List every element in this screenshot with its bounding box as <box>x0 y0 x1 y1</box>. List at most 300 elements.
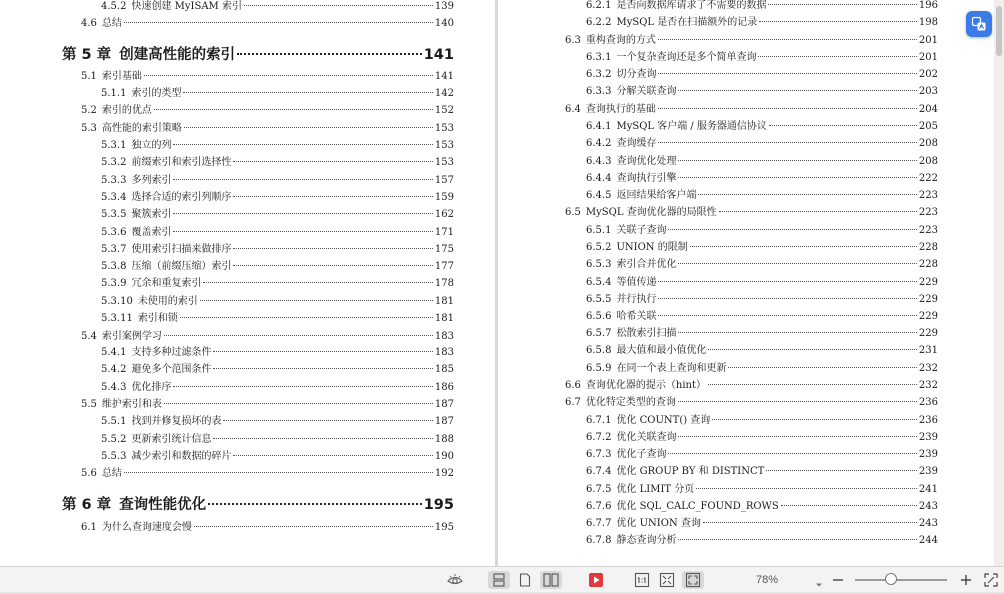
dot-leader <box>678 401 917 402</box>
toc-entry[interactable] <box>101 260 454 274</box>
toc-entry-page-number: 236 <box>918 415 938 426</box>
toc-entry[interactable] <box>586 448 938 462</box>
dot-leader <box>213 438 432 439</box>
toc-entry-page-number: 223 <box>918 207 938 218</box>
toc-entry-page-number: 229 <box>918 328 938 339</box>
toc-entry[interactable] <box>586 155 938 169</box>
toc-entry-number: 5.3.9 <box>101 278 127 289</box>
scrollbar-thumb[interactable] <box>996 6 1002 56</box>
toc-entry[interactable] <box>586 241 938 255</box>
dot-leader <box>180 317 433 318</box>
toc-entry-page-number: 223 <box>918 190 938 201</box>
toc-entry-title: 一个复杂查询还是多个简单查询 <box>616 52 757 63</box>
toc-entry-title: 索引和锁 <box>137 313 178 324</box>
toc-entry-title: 优化排序 <box>131 382 172 393</box>
toc-entry-page-number: 183 <box>434 331 454 342</box>
dot-leader <box>712 419 917 420</box>
single-page-button[interactable] <box>515 571 535 589</box>
toc-entry-title: 索引案例学习 <box>101 331 162 342</box>
toc-entry-page-number: 195 <box>423 497 454 513</box>
toc-entry-number: 6.5.9 <box>586 363 612 374</box>
toc-entry-title: 支持多种过滤条件 <box>131 347 212 358</box>
bottom-toolbar <box>0 566 1004 592</box>
dot-leader <box>223 420 432 421</box>
dot-leader <box>124 472 433 473</box>
toc-entry-title: 优化 SQL_CALC_FOUND_ROWS <box>616 501 779 512</box>
toc-entry-number: 6.4.3 <box>586 156 612 167</box>
dot-leader <box>244 5 433 6</box>
toc-entry-number: 5.4.3 <box>101 382 127 393</box>
fit-width-icon <box>659 572 675 588</box>
toc-entry[interactable] <box>586 276 938 290</box>
zoom-dropdown[interactable] <box>814 575 824 585</box>
toc-entry[interactable] <box>586 120 938 134</box>
toc-entry[interactable] <box>586 51 938 65</box>
toc-entry-number: 6.7.7 <box>586 518 612 529</box>
toc-entry[interactable] <box>101 381 454 395</box>
toc-entry-title: 查询优化处理 <box>616 156 677 167</box>
toc-entry-number: 5.5 <box>81 399 97 410</box>
toc-entry-number: 5.2 <box>81 105 97 116</box>
toc-entry-page-number: 175 <box>434 244 454 255</box>
toc-entry-number: 6.3.3 <box>586 86 612 97</box>
toc-entry[interactable] <box>586 0 938 13</box>
toc-entry[interactable] <box>101 295 454 309</box>
toc-entry-number: 6.7.3 <box>586 449 612 460</box>
toc-entry-number: 6.5 <box>565 207 581 218</box>
toc-entry[interactable] <box>101 87 454 101</box>
toc-entry-title: 松散索引扫描 <box>616 328 677 339</box>
dot-leader <box>144 75 433 76</box>
toc-entry[interactable] <box>81 122 454 136</box>
toc-entry[interactable] <box>586 483 938 497</box>
toc-entry[interactable] <box>565 396 938 410</box>
toc-entry-title: 优化 GROUP BY 和 DISTINCT <box>616 466 765 477</box>
toc-entry-title: 优化 COUNT() 查询 <box>616 415 711 426</box>
toc-entry-page-number: 153 <box>434 123 454 134</box>
toc-entry[interactable] <box>586 362 938 376</box>
toc-entry[interactable] <box>81 521 454 535</box>
toc-entry[interactable] <box>101 346 454 360</box>
toc-entry-page-number: 228 <box>918 242 938 253</box>
dot-leader <box>124 22 433 23</box>
fit-page-button[interactable] <box>682 571 704 589</box>
toc-entry-page-number: 153 <box>434 157 454 168</box>
toc-entry-page-number: 231 <box>918 345 938 356</box>
dot-leader <box>668 229 916 230</box>
translate-icon <box>971 16 987 32</box>
toc-entry-page-number: 201 <box>918 35 938 46</box>
dot-leader <box>678 332 916 333</box>
dot-leader <box>194 526 433 527</box>
toc-entry-page-number: 187 <box>434 399 454 410</box>
toc-entry-number: 6.5.5 <box>586 294 612 305</box>
dot-leader <box>678 263 916 264</box>
toc-entry-page-number: 241 <box>918 484 938 495</box>
dot-leader <box>658 281 916 282</box>
toc-entry-page-number: 162 <box>434 209 454 220</box>
toc-entry[interactable] <box>81 104 454 118</box>
ai-assistant-button[interactable] <box>966 11 992 37</box>
toc-entry-title: 维护索引和表 <box>101 399 162 410</box>
toc-entry[interactable] <box>586 224 938 238</box>
toc-entry-number: 5.4 <box>81 331 97 342</box>
toc-entry-page-number: 229 <box>918 311 938 322</box>
toc-entry-page-number: 244 <box>918 535 938 546</box>
toc-entry-page-number: 223 <box>918 225 938 236</box>
toc-entry-number: 5.3.2 <box>101 157 127 168</box>
toc-entry-number: 6.5.8 <box>586 345 612 356</box>
toc-entry-page-number: 157 <box>434 175 454 186</box>
toc-entry-title: 索引基础 <box>101 71 142 82</box>
toc-entry-page-number: 171 <box>434 227 454 238</box>
toc-entry-title: 查询优化器的提示（hint） <box>585 380 707 391</box>
dot-leader <box>154 109 433 110</box>
toc-entry-title: 优化 LIMIT 分页 <box>616 484 695 495</box>
toc-entry[interactable] <box>586 310 938 324</box>
dot-leader <box>233 265 432 266</box>
dot-leader <box>233 455 432 456</box>
toc-entry-title: 聚簇索引 <box>131 209 172 220</box>
dot-leader <box>184 127 433 128</box>
toc-entry[interactable] <box>586 172 938 186</box>
toc-entry-page-number: 243 <box>918 518 938 529</box>
toc-entry[interactable] <box>586 344 938 358</box>
toc-entry-title: 在同一个表上查询和更新 <box>616 363 727 374</box>
toc-entry-number: 6.2.1 <box>586 0 612 11</box>
toc-entry-number: 5.1.1 <box>101 88 127 99</box>
toc-entry-number: 5.5.3 <box>101 451 127 462</box>
toc-entry-number: 6.4.4 <box>586 173 612 184</box>
toc-entry-number: 5.5.2 <box>101 434 127 445</box>
toc-entry-number: 5.3.3 <box>101 175 127 186</box>
toc-entry-title: 高性能的索引策略 <box>101 123 182 134</box>
toc-entry-title: 静态查询分析 <box>616 535 677 546</box>
vertical-scrollbar[interactable] <box>994 0 1004 566</box>
toc-entry[interactable] <box>101 312 454 326</box>
toc-entry-page-number: 152 <box>434 105 454 116</box>
toc-entry-number: 第 6 章 <box>62 497 112 513</box>
toc-entry-number: 5.3.5 <box>101 209 127 220</box>
dot-leader <box>719 211 917 212</box>
toc-entry-title: 最大值和最小值优化 <box>616 345 707 356</box>
toc-entry-number: 5.4.2 <box>101 364 127 375</box>
toc-entry-page-number: 204 <box>918 104 938 115</box>
toc-entry-title: 返回结果给客户端 <box>616 190 697 201</box>
toc-entry-number: 5.3.8 <box>101 261 127 272</box>
toc-entry-title: MySQL 是否在扫描额外的记录 <box>616 17 758 28</box>
toc-entry[interactable] <box>586 293 938 307</box>
minus-icon <box>832 574 844 586</box>
toc-entry-number: 6.3.2 <box>586 69 612 80</box>
toc-entry[interactable] <box>101 191 454 205</box>
toc-entry[interactable] <box>586 85 938 99</box>
dot-leader <box>658 39 917 40</box>
toc-entry[interactable] <box>101 277 454 291</box>
dot-leader <box>766 470 917 471</box>
toc-entry-number: 5.6 <box>81 468 97 479</box>
dot-leader <box>658 298 916 299</box>
toc-entry[interactable] <box>565 34 938 48</box>
play-icon <box>588 572 604 588</box>
double-page-icon <box>543 573 559 587</box>
dot-leader <box>164 403 433 404</box>
toc-entry-title: 优化关联查询 <box>616 432 677 443</box>
toc-entry-number: 6.5.3 <box>586 259 612 270</box>
toc-entry-number: 6.4.1 <box>586 121 612 132</box>
eye-protection-button[interactable] <box>445 571 465 589</box>
toc-entry-number: 6.5.2 <box>586 242 612 253</box>
actual-size-button[interactable] <box>632 571 652 589</box>
toc-entry-page-number: 181 <box>434 296 454 307</box>
dot-leader <box>173 231 432 232</box>
toc-entry-page-number: 183 <box>434 347 454 358</box>
toc-entry-title: 减少索引和数据的碎片 <box>131 451 232 462</box>
toc-entry-title: 多列索引 <box>131 175 172 186</box>
toc-entry-number: 6.3.1 <box>586 52 612 63</box>
toc-entry-number: 6.5.4 <box>586 277 612 288</box>
dot-leader <box>769 125 917 126</box>
double-page-button[interactable] <box>540 571 562 589</box>
dot-leader <box>658 73 916 74</box>
zoom-level[interactable]: 78% <box>755 574 779 586</box>
eye-icon <box>447 573 463 587</box>
dot-leader <box>698 194 916 195</box>
toc-entry[interactable] <box>81 70 454 84</box>
toc-entry[interactable] <box>101 174 454 188</box>
toc-entry-page-number: 222 <box>918 173 938 184</box>
toc-entry[interactable] <box>81 17 454 31</box>
toc-entry-number: 6.4.2 <box>586 138 612 149</box>
toc-entry-page-number: 232 <box>918 363 938 374</box>
actual-size-icon <box>634 572 650 588</box>
toc-entry-title: 选择合适的索引列顺序 <box>131 192 232 203</box>
toc-entry-title: 覆盖索引 <box>131 227 172 238</box>
toc-entry-title: 查询缓存 <box>616 138 657 149</box>
zoom-out-button[interactable] <box>830 571 846 589</box>
toc-entry[interactable] <box>586 500 938 514</box>
toc-entry-title: 为什么查询速度会慢 <box>101 522 192 533</box>
dot-leader <box>703 522 917 523</box>
dot-leader <box>678 539 916 540</box>
dot-leader <box>728 367 916 368</box>
toc-entry-page-number: 196 <box>918 0 938 11</box>
toc-chapter-entry[interactable] <box>62 495 454 515</box>
dot-leader <box>708 384 917 385</box>
toc-entry-number: 5.3.4 <box>101 192 127 203</box>
continuous-page-icon <box>493 573 505 587</box>
toc-entry-title: 索引的优点 <box>101 105 152 116</box>
zoom-in-button[interactable] <box>958 571 974 589</box>
toc-entry-number: 6.2.2 <box>586 17 612 28</box>
toc-entry[interactable] <box>586 16 938 30</box>
toc-entry-page-number: 187 <box>434 416 454 427</box>
toc-entry-title: 总结 <box>101 468 122 479</box>
toc-entry-title: 优化子查询 <box>616 449 667 460</box>
toc-entry-title: 使用索引扫描来做排序 <box>131 244 232 255</box>
toc-entry-title: 切分查询 <box>616 69 657 80</box>
toc-entry-page-number: 141 <box>423 47 454 63</box>
toc-entry-page-number: 190 <box>434 451 454 462</box>
toc-entry[interactable] <box>586 414 938 428</box>
toc-entry-title: 关联子查询 <box>616 225 667 236</box>
toc-entry-number: 4.5.2 <box>101 1 127 12</box>
toc-entry[interactable] <box>586 189 938 203</box>
toc-entry-page-number: 203 <box>918 86 938 97</box>
toc-entry-page-number: 201 <box>918 52 938 63</box>
toc-entry[interactable] <box>565 206 938 220</box>
dot-leader <box>668 453 916 454</box>
toc-entry-page-number: 141 <box>434 71 454 82</box>
toc-entry-title: 更新索引统计信息 <box>131 434 212 445</box>
fit-page-icon <box>685 572 701 588</box>
toc-entry-title: UNION 的限制 <box>616 242 688 253</box>
dot-leader <box>213 351 432 352</box>
toc-entry-title: 是否向数据库请求了不需要的数据 <box>616 0 767 11</box>
toc-entry-page-number: 192 <box>434 468 454 479</box>
toc-entry-number: 6.4 <box>565 104 581 115</box>
toc-entry-number: 5.3 <box>81 123 97 134</box>
dot-leader <box>781 505 917 506</box>
toc-entry-page-number: 139 <box>434 1 454 12</box>
toc-entry-title: 避免多个范围条件 <box>131 364 212 375</box>
dot-leader <box>690 246 917 247</box>
dot-leader <box>678 177 916 178</box>
toc-entry-title: 快速创建 MyISAM 索引 <box>131 1 242 12</box>
toc-entry-title: 分解关联查询 <box>616 86 677 97</box>
toc-entry[interactable] <box>81 467 454 481</box>
toc-entry-number: 5.3.6 <box>101 227 127 238</box>
toc-entry[interactable] <box>586 258 938 272</box>
toc-entry-number: 6.7.8 <box>586 535 612 546</box>
toc-entry-page-number: 198 <box>918 17 938 28</box>
toc-entry[interactable] <box>101 156 454 170</box>
toc-entry-number: 5.4.1 <box>101 347 127 358</box>
fullscreen-button[interactable] <box>982 571 1000 589</box>
toc-entry-title: 压缩（前缀压缩）索引 <box>131 261 232 272</box>
toc-entry-title: 前缀索引和索引选择性 <box>131 157 232 168</box>
toc-entry-title: 并行执行 <box>616 294 657 305</box>
toc-entry-number: 6.5.6 <box>586 311 612 322</box>
toc-entry-title: 找到并修复损坏的表 <box>131 416 222 427</box>
toc-entry[interactable] <box>101 226 454 240</box>
toc-entry-number: 5.3.7 <box>101 244 127 255</box>
dot-leader <box>658 142 916 143</box>
toc-entry[interactable] <box>565 103 938 117</box>
continuous-page-button[interactable] <box>488 571 510 589</box>
zoom-slider-track[interactable] <box>855 579 947 581</box>
toc-entry-page-number: 178 <box>434 278 454 289</box>
toc-entry[interactable] <box>586 465 938 479</box>
toc-entry-title: 总结 <box>101 18 122 29</box>
zoom-slider-handle[interactable] <box>885 573 897 585</box>
dot-leader <box>658 315 916 316</box>
dot-leader <box>233 196 432 197</box>
toc-entry[interactable] <box>81 398 454 412</box>
toc-entry-page-number: 243 <box>918 501 938 512</box>
toc-entry-title: MySQL 查询优化器的局限性 <box>585 207 717 218</box>
toc-chapter-entry[interactable] <box>62 45 454 65</box>
toc-entry-number: 6.7.5 <box>586 484 612 495</box>
toc-entry[interactable] <box>101 363 454 377</box>
toc-entry-title: 独立的列 <box>131 140 172 151</box>
toc-entry-title: 等值传递 <box>616 277 657 288</box>
toc-entry[interactable] <box>586 327 938 341</box>
toc-entry[interactable] <box>586 517 938 531</box>
dot-leader <box>658 108 917 109</box>
toc-entry[interactable] <box>586 431 938 445</box>
fit-width-button[interactable] <box>657 571 677 589</box>
toc-entry-number: 6.7.2 <box>586 432 612 443</box>
toc-entry[interactable] <box>101 415 454 429</box>
dot-leader <box>183 92 432 93</box>
dot-leader <box>758 56 916 57</box>
dot-leader <box>213 368 432 369</box>
chevron-down-icon <box>814 580 824 590</box>
toc-entry-title: 查询执行的基础 <box>585 104 656 115</box>
dot-leader <box>696 488 917 489</box>
toc-entry-page-number: 229 <box>918 294 938 305</box>
toc-entry[interactable] <box>586 137 938 151</box>
dot-leader <box>708 349 916 350</box>
toc-entry[interactable] <box>101 208 454 222</box>
dot-leader <box>237 53 422 55</box>
toc-entry-page-number: 202 <box>918 69 938 80</box>
toc-entry[interactable] <box>101 243 454 257</box>
dot-leader <box>208 503 422 505</box>
toc-page-left <box>0 0 495 566</box>
toc-entry-page-number: 232 <box>918 380 938 391</box>
toc-entry-page-number: 181 <box>434 313 454 324</box>
toc-entry[interactable] <box>81 330 454 344</box>
toc-entry-page-number: 239 <box>918 449 938 460</box>
toc-entry[interactable] <box>101 433 454 447</box>
toc-entry[interactable] <box>101 139 454 153</box>
toc-entry-number: 5.3.10 <box>101 296 133 307</box>
toc-entry-number: 5.3.11 <box>101 313 133 324</box>
toc-entry-title: 优化 UNION 查询 <box>616 518 701 529</box>
toc-entry-page-number: 239 <box>918 466 938 477</box>
plus-icon <box>960 574 972 586</box>
toc-entry-title: 查询执行引擎 <box>616 173 677 184</box>
toc-entry[interactable] <box>586 68 938 82</box>
toc-entry-number: 5.1 <box>81 71 97 82</box>
dot-leader <box>173 179 432 180</box>
toc-entry-number: 6.7 <box>565 397 581 408</box>
toc-entry-title: 优化特定类型的查询 <box>585 397 676 408</box>
toc-entry[interactable] <box>586 534 938 548</box>
dot-leader <box>678 90 916 91</box>
fullscreen-icon <box>984 573 998 587</box>
toc-entry-page-number: 185 <box>434 364 454 375</box>
toc-entry-number: 6.7.1 <box>586 415 612 426</box>
play-slideshow-button[interactable] <box>586 571 606 589</box>
toc-entry-page-number: 177 <box>434 261 454 272</box>
toc-entry-number: 4.6 <box>81 18 97 29</box>
toc-entry-page-number: 239 <box>918 432 938 443</box>
dot-leader <box>768 4 916 5</box>
dot-leader <box>173 213 432 214</box>
toc-entry[interactable] <box>565 379 938 393</box>
dot-leader <box>233 248 432 249</box>
toc-entry[interactable] <box>101 450 454 464</box>
toc-entry-title: 索引的类型 <box>131 88 182 99</box>
dot-leader <box>164 335 433 336</box>
toc-entry[interactable] <box>101 0 454 14</box>
toc-entry-page-number: 153 <box>434 140 454 151</box>
toc-entry-number: 6.6 <box>565 380 581 391</box>
toc-entry-title: 创建高性能的索引 <box>119 47 236 63</box>
